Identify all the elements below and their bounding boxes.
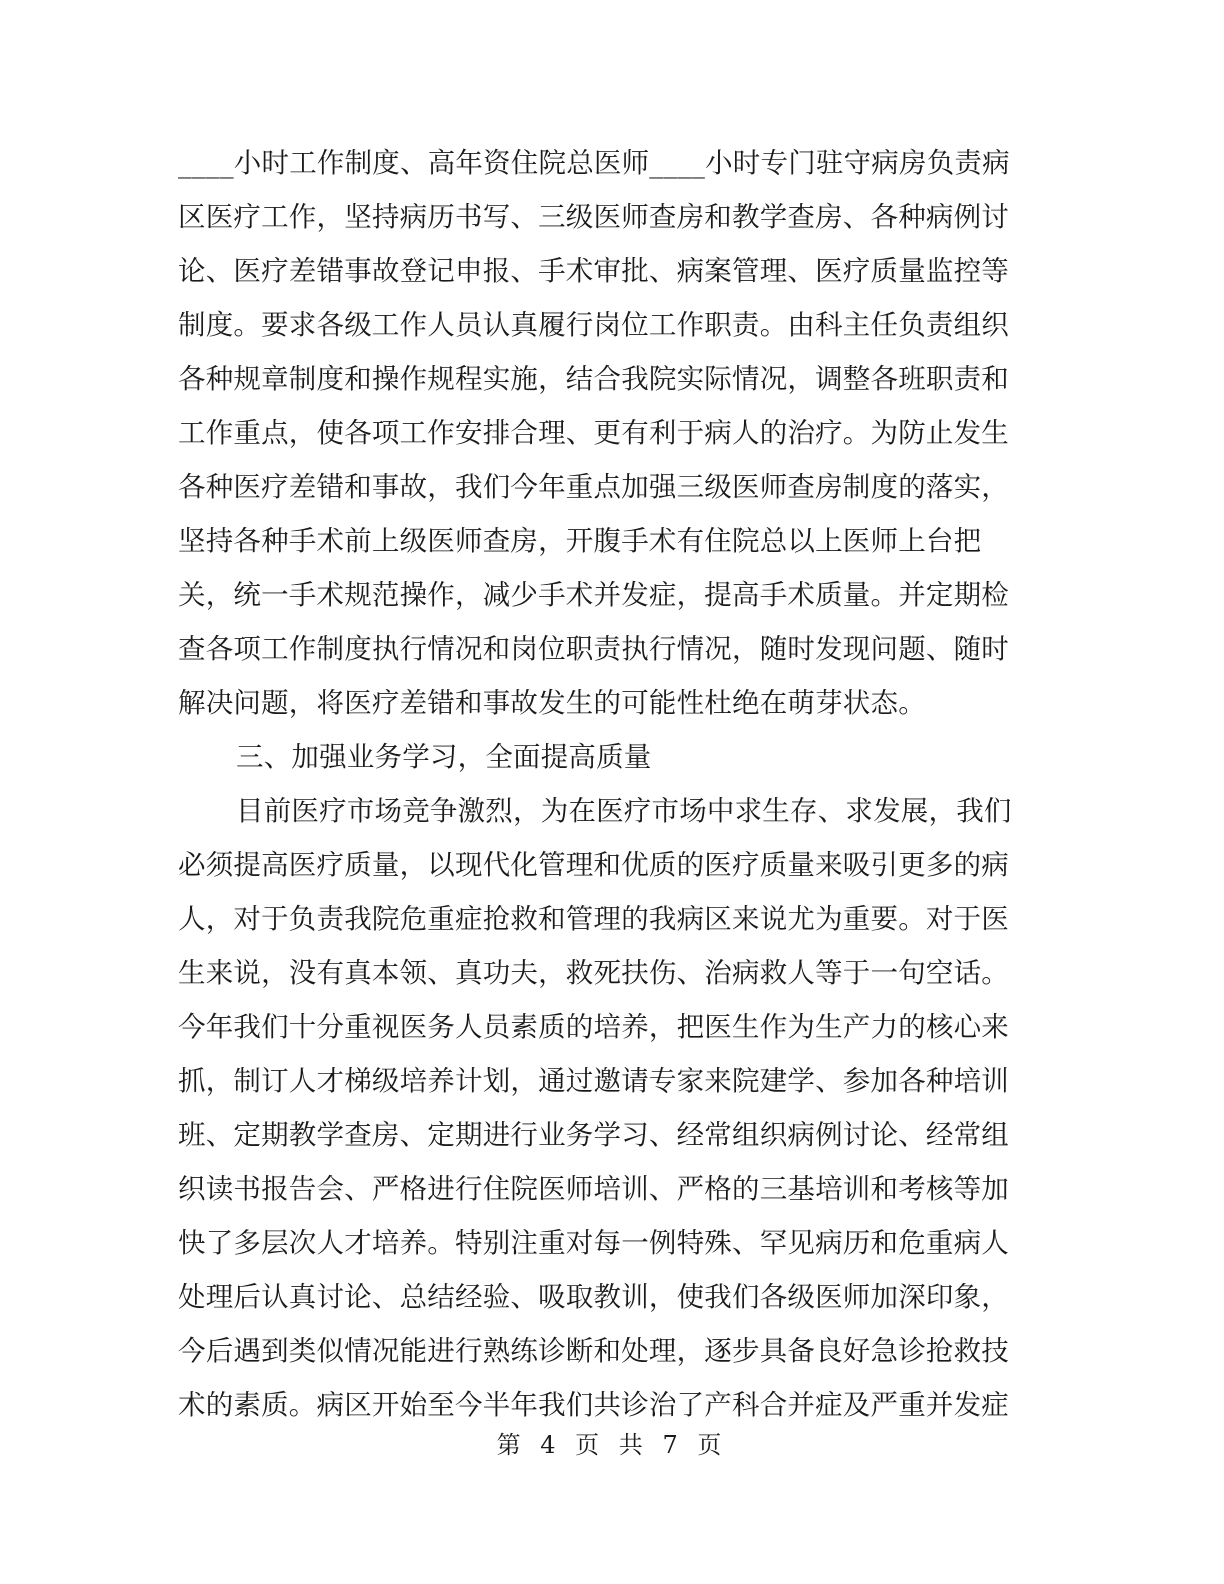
text-line: 坚持各种手术前上级医师查房，开腹手术有住院总以上医师上台把 bbox=[178, 525, 982, 557]
text-line: 人，对于负责我院危重症抢救和管理的我病区来说尤为重要。对于医 bbox=[178, 903, 1009, 935]
page-number-footer: 第 4 页 共 7 页 bbox=[496, 1431, 728, 1459]
text-line: 抓，制订人才梯级培养计划，通过邀请专家来院建学、参加各种培训 bbox=[178, 1065, 1009, 1097]
text-line: 查各项工作制度执行情况和岗位职责执行情况，随时发现问题、随时 bbox=[178, 633, 1009, 665]
text-line: 论、医疗差错事故登记申报、手术审批、病案管理、医疗质量监控等 bbox=[178, 255, 1009, 287]
text-line: 织读书报告会、严格进行住院医师培训、严格的三基培训和考核等加 bbox=[178, 1173, 1009, 1205]
text-line: 目前医疗市场竞争激烈，为在医疗市场中求生存、求发展，我们 bbox=[236, 795, 1012, 827]
text-line: 区医疗工作，坚持病历书写、三级医师查房和教学查房、各种病例讨 bbox=[178, 201, 1009, 233]
text-line: 各种规章制度和操作规程实施，结合我院实际情况，调整各班职责和 bbox=[178, 363, 1009, 395]
text-line: 解决问题，将医疗差错和事故发生的可能性杜绝在萌芽状态。 bbox=[178, 687, 926, 719]
text-line: ____小时工作制度、高年资住院总医师____小时专门驻守病房负责病 bbox=[178, 147, 1010, 179]
section-heading: 三、加强业务学习，全面提高质量 bbox=[236, 741, 652, 773]
document-body bbox=[178, 136, 1018, 1432]
text-line: 工作重点，使各项工作安排合理、更有利于病人的治疗。为防止发生 bbox=[178, 417, 1009, 449]
text-line: 班、定期教学查房、定期进行业务学习、经常组织病例讨论、经常组 bbox=[178, 1119, 1009, 1151]
text-line: 今年我们十分重视医务人员素质的培养，把医生作为生产力的核心来 bbox=[178, 1011, 1009, 1043]
text-line: 处理后认真讨论、总结经验、吸取教训，使我们各级医师加深印象， bbox=[178, 1281, 1009, 1313]
text-line: 各种医疗差错和事故，我们今年重点加强三级医师查房制度的落实， bbox=[178, 471, 1009, 503]
text-line: 快了多层次人才培养。特别注重对每一例特殊、罕见病历和危重病人 bbox=[178, 1227, 1009, 1259]
text-line: 制度。要求各级工作人员认真履行岗位工作职责。由科主任负责组织 bbox=[178, 309, 1009, 341]
text-line: 生来说，没有真本领、真功夫，救死扶伤、治病救人等于一句空话。 bbox=[178, 957, 1009, 989]
text-line: 关，统一手术规范操作，减少手术并发症，提高手术质量。并定期检 bbox=[178, 579, 1009, 611]
text-line: 必须提高医疗质量，以现代化管理和优质的医疗质量来吸引更多的病 bbox=[178, 849, 1009, 881]
text-line: 术的素质。病区开始至今半年我们共诊治了产科合并症及严重并发症 bbox=[178, 1389, 1009, 1421]
text-line: 今后遇到类似情况能进行熟练诊断和处理，逐步具备良好急诊抢救技 bbox=[178, 1335, 1009, 1367]
